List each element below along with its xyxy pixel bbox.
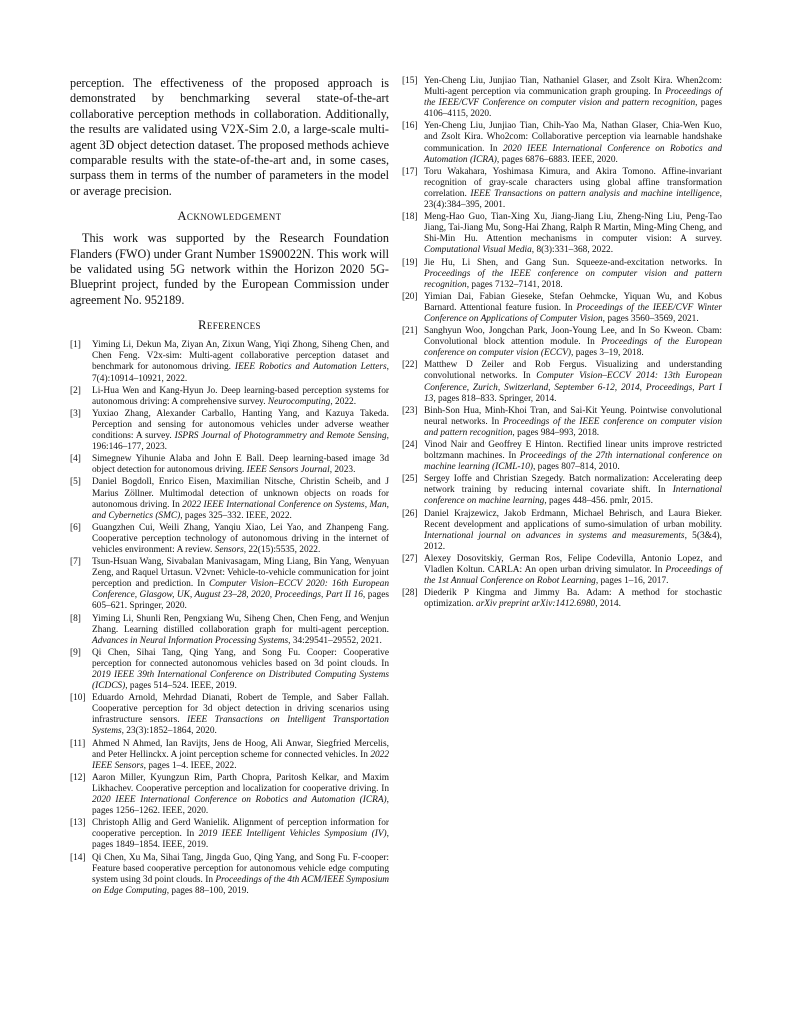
reference-item <box>70 340 389 384</box>
reference-authors-title: Toru Wakahara, Yoshimasa Kimura, and Akira Tomono. Affine-invariant recognition of gray-scale characters using global affine transformation correlation. <box>424 166 722 199</box>
reference-number: [9] <box>70 647 81 658</box>
reference-details: , 8(3):331–368, 2022. <box>531 245 614 256</box>
reference-item <box>402 292 722 325</box>
reference-number: [18] <box>402 212 418 223</box>
reference-number: [8] <box>70 613 81 624</box>
reference-number: [15] <box>402 76 418 86</box>
reference-item <box>402 554 722 587</box>
reference-number: [17] <box>402 166 418 177</box>
reference-venue: 2022 IEEE Sensors <box>92 749 389 771</box>
reference-authors-title: Alexey Dosovitskiy, German Ros, Felipe Codevilla, Antonio Lopez, and Vladlen Koltun. CARLA: An open urban driving simulator. In <box>424 553 722 576</box>
reference-item <box>70 523 389 556</box>
reference-details: , 2014. <box>595 599 621 610</box>
reference-venue: Computational Visual Media <box>424 245 532 256</box>
reference-number: [6] <box>70 522 81 533</box>
reference-details: , pages 1256–1262. IEEE, 2020. <box>92 795 389 817</box>
reference-number: [11] <box>70 738 86 749</box>
reference-number: [20] <box>402 291 418 302</box>
reference-number: [7] <box>70 557 81 568</box>
reference-details: , pages 1849–1854. IEEE, 2019. <box>92 829 389 851</box>
reference-text <box>424 474 722 506</box>
reference-venue: IEEE Transactions on pattern analysis and machine intelligence <box>470 188 720 199</box>
reference-authors-title: Vinod Nair and Geoffrey E Hinton. Rectified linear units improve restricted boltzmann machines. In <box>424 440 722 462</box>
reference-text <box>92 409 389 452</box>
reference-item <box>70 693 389 737</box>
reference-text <box>92 693 389 736</box>
reference-number: [14] <box>70 852 86 863</box>
reference-item <box>70 853 389 897</box>
reference-number: [4] <box>70 454 81 465</box>
reference-item <box>402 360 722 404</box>
reference-text <box>92 477 389 520</box>
reference-venue: Proceedings of the IEEE conference on computer vision and pattern recognition <box>424 268 722 290</box>
reference-venue: Proceedings of the IEEE/CVF Winter Conference on Applications of Computer Vision <box>424 302 723 324</box>
reference-text <box>424 121 722 164</box>
reference-authors-title: Daniel Bogdoll, Enrico Eisen, Maximilian Nitsche, Christin Scheib, and J Marius Zöllner. Multimodal detection of unknown objects on roads for autonomous driving. In <box>92 477 389 510</box>
reference-number: [23] <box>402 405 418 416</box>
reference-item <box>402 588 722 610</box>
reference-details: , 22(15):5535, 2022. <box>243 544 321 555</box>
reference-venue: IEEE Robotics and Automation Letters <box>234 362 387 373</box>
reference-text <box>424 360 722 403</box>
reference-item <box>402 258 722 291</box>
reference-number: [10] <box>70 693 86 704</box>
reference-details: , pages 514–524. IEEE, 2019. <box>125 681 237 692</box>
reference-venue: 2019 IEEE Intelligent Vehicles Symposium (IV) <box>198 829 387 840</box>
reference-venue: arXiv preprint arXiv:1412.6980 <box>475 599 596 610</box>
reference-text <box>424 509 722 552</box>
reference-authors-title: Christoph Allig and Gerd Wanielik. Alignment of perception information for cooperative perception. In <box>92 818 389 840</box>
reference-details: , 23(3):1852–1864, 2020. <box>121 726 217 737</box>
reference-text <box>92 739 389 771</box>
reference-details: , 2023. <box>329 465 356 476</box>
reference-list-left <box>70 340 389 897</box>
reference-text <box>424 326 722 358</box>
reference-venue: Sensors <box>214 544 244 555</box>
reference-item <box>70 454 389 476</box>
reference-number: [13] <box>70 818 86 829</box>
reference-text <box>424 588 722 609</box>
reference-item <box>70 409 389 453</box>
reference-venue: International conference on machine learning <box>424 485 722 507</box>
reference-authors-title: Guangzhen Cui, Weili Zhang, Yanqiu Xiao, Lei Yao, and Zhanpeng Fang. Cooperative perception technology of autonomous driving in the internet of vehicles environment: A review. <box>92 522 389 555</box>
reference-text <box>92 386 389 407</box>
reference-details: , 7(4):10914–10921, 2022. <box>92 362 389 384</box>
reference-authors-title: Binh-Son Hua, Minh-Khoi Tran, and Sai-Kit Yeung. Pointwise convolutional neural networks. In <box>424 405 722 427</box>
reference-item <box>402 440 722 473</box>
reference-authors-title: Matthew D Zeiler and Rob Fergus. Visualizing and understanding convolutional networks. In <box>424 360 722 382</box>
reference-venue: IEEE Transactions on Intelligent Transportation Systems <box>92 715 389 737</box>
reference-authors-title: Daniel Krajzewicz, Jakob Erdmann, Michael Behrisch, and Laura Bieker. Recent development and applications of sumo-simulation of urban mobility. <box>424 508 722 530</box>
reference-number: [21] <box>402 326 418 337</box>
reference-authors-title: Diederik P Kingma and Jimmy Ba. Adam: A method for stochastic optimization. <box>424 588 722 610</box>
reference-authors-title: Yuxiao Zhang, Alexander Carballo, Hanting Yang, and Kazuya Takeda. Perception and sensing for autonomous vehicles under adverse weather conditions: A survey. <box>92 408 389 442</box>
reference-number: [27] <box>402 553 418 564</box>
reference-authors-title: Sanghyun Woo, Jongchan Park, Joon-Young Lee, and In So Kweon. Cbam: Convolutional block attention module. In <box>424 326 722 348</box>
reference-details: , pages 1–16, 2017. <box>595 576 669 587</box>
reference-details: , pages 448–456. pmlr, 2015. <box>544 496 653 507</box>
reference-details: , pages 7132–7141, 2018. <box>466 279 563 290</box>
reference-authors-title: Qi Chen, Sihai Tang, Qing Yang, and Song Fu. Cooper: Cooperative perception for connected autonomous vehicles based on 3d point clouds. In <box>92 647 389 669</box>
reference-details: , pages 1–4. IEEE, 2022. <box>143 760 237 771</box>
reference-item <box>70 773 389 817</box>
reference-authors-title: Qi Chen, Xu Ma, Sihai Tang, Jingda Guo, Qing Yang, and Song Fu. F-cooper: Feature based cooperative perception for autonomous vehicle edge computing system using 3d point clouds. In <box>92 852 389 885</box>
reference-number: [1] <box>70 340 81 351</box>
reference-text <box>92 523 389 555</box>
reference-details: , 196:146–177, 2023. <box>92 431 389 453</box>
reference-text <box>424 292 722 324</box>
reference-venue: Proceedings of the European conference on computer vision (ECCV) <box>424 337 722 359</box>
reference-details: , pages 818–833. Springer, 2014. <box>433 393 557 404</box>
reference-details: , pages 325–332. IEEE, 2022. <box>180 510 292 521</box>
reference-item <box>402 474 722 507</box>
reference-authors-title: Eduardo Arnold, Mehrdad Dianati, Robert de Temple, and Saber Fallah. Cooperative perception for 3d object detection in driving scenarios using infrastructure sensors. <box>92 693 389 726</box>
reference-item <box>402 406 722 439</box>
reference-details: , 23(4):384–395, 2001. <box>424 188 723 211</box>
reference-details: , pages 807–814, 2010. <box>533 462 620 473</box>
reference-number: [19] <box>402 257 418 268</box>
reference-details: , 34:29541–29552, 2021. <box>288 635 382 646</box>
reference-number: [26] <box>402 508 418 519</box>
reference-text <box>424 440 722 472</box>
reference-text <box>424 406 722 438</box>
reference-text <box>92 773 389 816</box>
reference-text <box>92 557 389 611</box>
acknowledgement-heading: Acknowledgement <box>177 209 282 224</box>
reference-venue: Proceedings of the 4th ACM/IEEE Symposium on Edge Computing <box>92 874 389 896</box>
reference-authors-title: Tsun-Hsuan Wang, Sivabalan Manivasagam, Ming Liang, Bin Yang, Wenyuan Zeng, and Raquel Urtasun. V2vnet: Vehicle-to-vehicle communication for joint perception and prediction. In <box>92 557 389 590</box>
reference-venue: Proceedings of the IEEE conference on computer vision and pattern recognition <box>424 416 723 438</box>
reference-number: [24] <box>402 440 418 450</box>
reference-venue: Proceedings of the 1st Annual Conference on Robot Learning <box>424 565 723 587</box>
reference-text <box>92 454 389 475</box>
reference-number: [2] <box>70 385 81 396</box>
reference-authors-title: Yen-Cheng Liu, Junjiao Tian, Chih-Yao Ma, Nathan Glaser, Chia-Wen Kuo, and Zsolt Kira. Who2com: Collaborative perception via learnable handshake communication. In <box>424 121 722 154</box>
reference-authors-title: Yen-Cheng Liu, Junjiao Tian, Nathaniel Glaser, and Zsolt Kira. When2com: Multi-agent perception via communication graph grouping. In <box>424 76 722 98</box>
reference-authors-title: Aaron Miller, Kyungzun Rim, Parth Chopra, Paritosh Kelkar, and Maxim Likhachev. Cooperative perception and localization for cooperative driving. In <box>92 772 389 794</box>
reference-number: [12] <box>70 772 86 783</box>
reference-details: , pages 88–100, 2019. <box>166 885 249 896</box>
reference-details: , pages 605–621. Springer, 2020. <box>92 590 389 612</box>
right-column <box>402 76 722 611</box>
references-heading: References <box>198 318 261 333</box>
reference-details: , pages 3–19, 2018. <box>571 348 644 359</box>
reference-authors-title: Ahmed N Ahmed, Ian Ravijts, Jens de Hoog, Ali Anwar, Siegfried Mercelis, and Peter Hellinckx. A joint perception scheme for connected vehicles. In <box>92 738 389 760</box>
reference-venue: 2022 IEEE International Conference on Systems, Man, and Cybernetics (SMC) <box>92 499 389 521</box>
reference-authors-title: Li-Hua Wen and Kang-Hyun Jo. Deep learning-based perception systems for autonomous driving: A comprehensive survey. <box>92 385 389 407</box>
reference-item <box>70 386 389 408</box>
left-column <box>70 76 389 898</box>
reference-authors-title: Meng-Hao Guo, Tian-Xing Xu, Jiang-Jiang Liu, Zheng-Ning Liu, Peng-Tao Jiang, Tai-Jiang Mu, Song-Hai Zhang, Ralph R Martin, Ming-Ming Cheng, and Shi-Min Hu. Attention mechanisms in computer vision: A survey. <box>424 212 722 245</box>
reference-text <box>424 258 722 290</box>
reference-venue: 2020 IEEE International Conference on Robotics and Automation (ICRA) <box>424 143 722 165</box>
reference-text <box>92 648 389 691</box>
reference-details: , 5(3&4), 2012. <box>424 530 722 552</box>
reference-item <box>70 648 389 692</box>
reference-text <box>424 554 722 586</box>
reference-authors-title: Simegnew Yihunie Alaba and John E Ball. Deep learning-based image 3d object detection for autonomous driving. <box>92 454 389 476</box>
reference-item <box>402 326 722 359</box>
reference-venue: ISPRS Journal of Photogrammetry and Remote Sensing <box>174 431 387 442</box>
reference-number: [22] <box>402 360 418 371</box>
reference-venue: 2019 IEEE 39th International Conference on Distributed Computing Systems (ICDCS) <box>92 670 389 692</box>
reference-venue: Proceedings of the 27th international conference on machine learning (ICML-10) <box>424 451 723 473</box>
reference-text <box>92 614 389 646</box>
reference-item <box>402 167 722 211</box>
reference-text <box>92 340 389 383</box>
reference-details: , pages 6876–6883. IEEE, 2020. <box>496 154 618 165</box>
reference-number: [5] <box>70 477 81 488</box>
reference-venue: Computer Vision–ECCV 2020: 16th European Conference, Glasgow, UK, August 23–28, 2020, Proceedings, Part II 16 <box>92 579 389 601</box>
reference-venue: International journal on advances in systems and measurements <box>424 530 685 541</box>
reference-item <box>70 818 389 851</box>
reference-authors-title: Yiming Li, Dekun Ma, Ziyan An, Zixun Wang, Yiqi Zhong, Siheng Chen, and Chen Feng. V2x-sim: Multi-agent collaborative perception dataset and benchmark for autonomous driving. <box>92 340 389 373</box>
reference-text <box>92 818 389 850</box>
intro-paragraph: perception. The effectiveness of the proposed approach is demonstrated by benchmarking several state-of-the-art collaborative perception methods in collaboration. Additionally, the results are validated using V2X-Sim 2.0, a large-scale multi-agent 3D object detection dataset. The proposed methods achieve comparable results with the state-of-the-art and, in some cases, surpass them in terms of the number of parameters in the model or average precision. <box>70 76 389 198</box>
reference-item <box>402 76 722 120</box>
reference-venue: Advances in Neural Information Processing Systems <box>92 635 289 646</box>
reference-text <box>424 167 722 210</box>
reference-authors-title: Jie Hu, Li Shen, and Gang Sun. Squeeze-and-excitation networks. In <box>424 257 722 268</box>
reference-number: [28] <box>402 588 418 599</box>
reference-venue: IEEE Sensors Journal <box>246 465 330 476</box>
reference-list-right <box>402 76 722 610</box>
reference-number: [3] <box>70 408 81 419</box>
reference-item <box>70 739 389 772</box>
reference-authors-title: Yiming Li, Shunli Ren, Pengxiang Wu, Siheng Chen, Chen Feng, and Wenjun Zhang. Learning distilled collaboration graph for multi-agent perception. <box>92 613 389 635</box>
reference-details: , pages 984–993, 2018. <box>512 427 600 438</box>
reference-item <box>402 509 722 553</box>
reference-item <box>402 121 722 165</box>
reference-venue: Computer Vision–ECCV 2014: 13th European Conference, Zurich, Switzerland, September 6-12, 2014, Proceedings, Part I 13 <box>424 371 723 404</box>
reference-venue: Neurocomputing <box>267 396 331 407</box>
reference-authors-title: Sergey Ioffe and Christian Szegedy. Batch normalization: Accelerating deep network training by reducing internal covariate shift. In <box>424 474 722 496</box>
reference-details: , pages 3560–3569, 2021. <box>602 313 699 324</box>
reference-item <box>70 477 389 521</box>
reference-venue: 2020 IEEE International Conference on Robotics and Automation (ICRA) <box>92 795 387 806</box>
reference-text <box>92 853 389 896</box>
reference-item <box>70 614 389 647</box>
reference-details: , 2022. <box>330 396 357 407</box>
acknowledgement-text: This work was supported by the Research Foundation Flanders (FWO) under Grant Number 1S90022N. This work will be validated using 5G network within the Horizon 2020 5G-Blueprint project, funded by the European Commission under agreement No. 952189. <box>70 231 389 307</box>
reference-number: [16] <box>402 121 418 132</box>
reference-venue: Proceedings of the IEEE/CVF Conference on computer vision and pattern recognition <box>424 87 722 109</box>
reference-details: , pages 4106–4115, 2020. <box>424 98 722 120</box>
reference-number: [25] <box>402 474 418 485</box>
reference-item <box>402 212 722 256</box>
reference-text <box>424 76 722 119</box>
reference-authors-title: Yimian Dai, Fabian Gieseke, Stefan Oehmcke, Yiquan Wu, and Kobus Barnard. Attentional feature fusion. In <box>424 291 722 313</box>
reference-item <box>70 557 389 612</box>
reference-text <box>424 212 722 255</box>
